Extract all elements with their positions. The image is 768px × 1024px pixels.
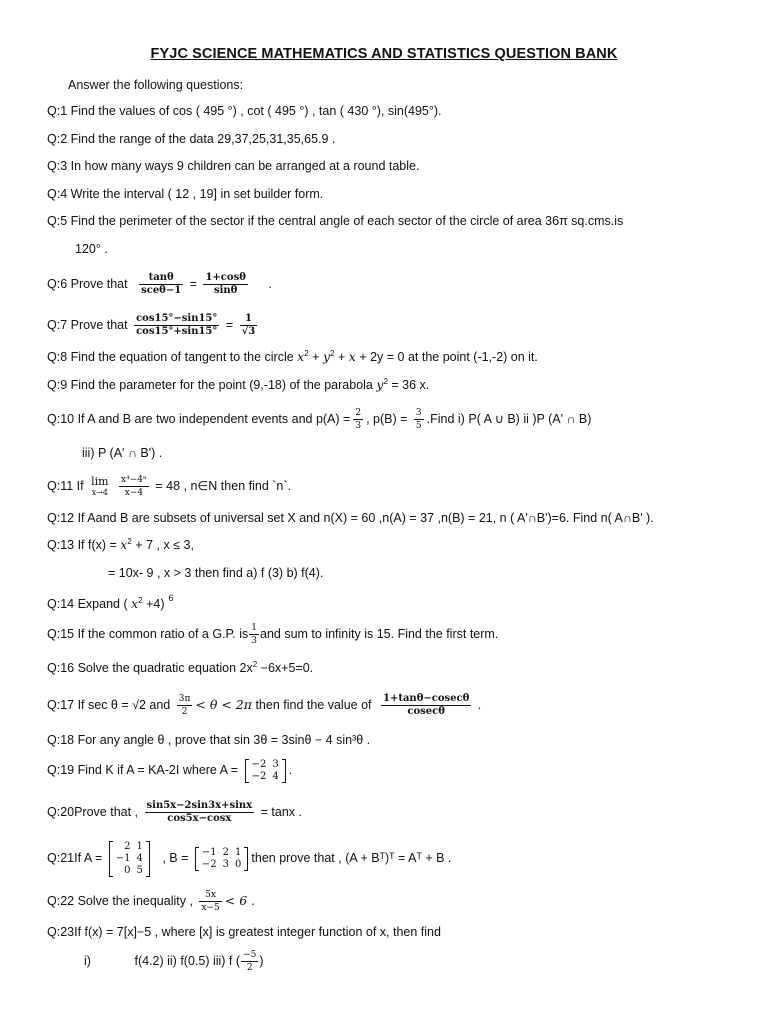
q10-fraction-pb-denominator: 5 <box>415 421 422 432</box>
q10-fraction-pa <box>353 407 363 432</box>
q11-limit-label: lim <box>91 474 109 488</box>
page-title: FYJC SCIENCE MATHEMATICS AND STATISTICS QUESTION BANK <box>150 46 618 62</box>
q10-mid: , p(B) = <box>366 412 408 426</box>
q8-lead: Q:8 Find the equation of tangent to the circle <box>47 350 294 364</box>
q23-fraction <box>241 949 258 974</box>
q9-lead: Q:9 Find the parameter for the point (9,-18) of the parabola <box>47 378 373 392</box>
q21-lead: Q:21If A = <box>47 851 103 865</box>
matrix-cell: −2 <box>251 770 267 782</box>
q15-fraction-numerator: 1 <box>251 623 257 634</box>
question-23-subparts <box>84 948 264 974</box>
q16-exponent: 2 <box>252 660 258 669</box>
q20-fraction-denominator: cos5x−cosx <box>167 813 232 825</box>
question-20 <box>47 795 302 829</box>
q11-fraction-numerator: x⁴−4ⁿ <box>121 475 147 486</box>
q7-fraction-1-denominator: cos15°+sin15° <box>136 326 218 338</box>
q17-end: . <box>477 698 482 712</box>
q8-x-2: x <box>348 349 356 364</box>
matrix-cell: −1 <box>201 846 217 858</box>
q16-rest: −6x+5=0. <box>260 661 314 675</box>
q8-y-exponent: 2 <box>330 349 335 358</box>
question-6 <box>47 266 272 302</box>
q11-fraction <box>119 474 149 499</box>
question-7 <box>47 308 260 342</box>
q7-lead: Q:7 Prove that <box>47 318 128 332</box>
matrix-cell: 2 <box>124 840 131 852</box>
matrix-cell: 1 <box>235 846 242 858</box>
q7-fraction-2 <box>240 313 258 338</box>
q23-sub-label: i) <box>84 954 91 968</box>
q10-lead: Q:10 If A and B are two independent events and p(A) = <box>47 412 351 426</box>
matrix-cell: −1 <box>115 852 131 864</box>
q22-fraction-numerator: 5x <box>199 889 221 902</box>
question-1: Q:1 Find the values of cos ( 495 °) , cot ( 495 °) , tan ( 430 °), sin(495°). <box>47 104 442 118</box>
matrix-cell: 0 <box>124 864 131 876</box>
q9-y-exponent: 2 <box>383 377 388 386</box>
q17-fraction-2-numerator: 1+tanθ−cosecθ <box>383 693 470 705</box>
q23-close: ) <box>259 954 264 968</box>
question-4: Q:4 Write the interval ( 12 , 19] in set builder form. <box>47 187 324 201</box>
q6-lead: Q:6 Prove that <box>47 277 128 291</box>
q17-fraction-1-numerator: 3π <box>178 694 191 705</box>
q7-fraction-2-denominator: √3 <box>241 326 256 338</box>
q10-fraction-pa-denominator: 3 <box>355 421 362 432</box>
q20-fraction-numerator: sin5x−2sin3x+sinx <box>146 800 253 812</box>
q8-plus-2: + <box>337 350 346 364</box>
q20-fraction <box>145 800 255 825</box>
q7-fraction-1-numerator: cos15°−sin15° <box>136 313 218 325</box>
question-21 <box>47 834 451 882</box>
matrix-cell: 1 <box>136 840 143 852</box>
question-16 <box>47 660 313 676</box>
q22-lead: Q:22 Solve the inequality , <box>47 894 193 908</box>
question-11 <box>47 470 291 502</box>
q15-rest: and sum to infinity is 15. Find the first term. <box>260 627 499 641</box>
q22-rest: < 6 . <box>224 893 256 908</box>
q15-fraction <box>249 622 259 647</box>
question-10 <box>47 403 591 435</box>
q21-rest: then prove that , (A + Bᵀ)ᵀ = Aᵀ + B . <box>251 851 452 865</box>
matrix-cell: 0 <box>235 858 242 870</box>
matrix-cell: 3 <box>222 858 230 870</box>
q6-fraction-1 <box>139 272 183 297</box>
q10-fraction-pb <box>414 407 424 432</box>
q11-rest: = 48 , n∈N then find `n`. <box>155 479 291 493</box>
q19-end: . <box>288 763 293 777</box>
q14-lead: Q:14 Expand ( <box>47 597 128 611</box>
q7-fraction-2-numerator: 1 <box>240 313 258 326</box>
q8-x: x <box>297 349 305 364</box>
q21-matrix-a-table <box>113 841 146 877</box>
q9-y: y <box>376 377 384 392</box>
q13-rest: + 7 , x ≤ 3, <box>135 538 194 552</box>
question-8 <box>47 349 538 365</box>
q20-lead: Q:20Prove that , <box>47 805 139 819</box>
q13-lead: Q:13 If f(x) = <box>47 538 117 552</box>
q16-lead: Q:16 Solve the quadratic equation 2x <box>47 661 253 675</box>
q21-matrix-a <box>109 841 150 877</box>
q15-lead: Q:15 If the common ratio of a G.P. is <box>47 627 249 641</box>
q17-fraction-2-denominator: cosecθ <box>407 706 445 718</box>
q17-inequality: < θ < 2π <box>195 697 252 712</box>
question-13 <box>47 537 194 553</box>
question-10-continuation: iii) P (A' ∩ B') . <box>82 446 163 460</box>
q13-x-exponent: 2 <box>127 537 132 546</box>
q23-fraction-denominator: 2 <box>246 963 253 974</box>
q7-fraction-1 <box>134 313 219 338</box>
q8-rest: + 2y = 0 at the point (-1,-2) on it. <box>359 350 538 364</box>
q14-power: 6 <box>168 593 174 603</box>
q9-rest: = 36 x. <box>391 378 430 392</box>
q22-fraction-denominator: x−5 <box>201 903 220 914</box>
q19-matrix-a <box>245 759 286 783</box>
q6-fraction-2-numerator: 1+cosθ <box>205 272 246 284</box>
q8-x-exponent: 2 <box>304 349 309 358</box>
q20-rest: = tanx . <box>260 805 302 819</box>
q23-fraction-numerator: −5 <box>243 950 257 961</box>
matrix-cell: −2 <box>201 858 217 870</box>
matrix-cell: −2 <box>251 758 267 770</box>
q10-fraction-pa-numerator: 2 <box>355 408 362 419</box>
q14-x-exponent: 2 <box>138 596 143 605</box>
q22-fraction <box>199 889 221 914</box>
q6-equals: = <box>189 277 197 291</box>
q11-limit <box>91 476 108 498</box>
question-13-continuation: = 10x- 9 , x > 3 then find a) f (3) b) f(4). <box>108 566 324 580</box>
q19-matrix-table <box>249 759 282 783</box>
question-12: Q:12 If Aand B are subsets of universal set X and n(X) = 60 ,n(A) = 37 ,n(B) = 21, n ( A'∩B')=6. Find n( A∩B' ). <box>47 511 654 525</box>
q6-fraction-1-numerator: tanθ <box>139 272 183 285</box>
matrix-cell: 3 <box>272 758 279 770</box>
question-5: Q:5 Find the perimeter of the sector if the central angle of each sector of the circle of area 36π sq.cms.is <box>47 214 624 228</box>
question-2: Q:2 Find the range of the data 29,37,25,31,35,65.9 . <box>47 132 336 146</box>
q11-fraction-denominator: x−4 <box>124 488 144 499</box>
q10-tail: .Find i) P( A ∪ B) ii )P (A' ∩ B) <box>426 412 592 426</box>
q21-matrix-b-table <box>199 847 245 871</box>
q8-plus: + <box>312 350 320 364</box>
q21-mid: , B = <box>162 851 189 865</box>
q6-end: . <box>268 277 272 291</box>
q11-lead: Q:11 If <box>47 479 84 493</box>
matrix-cell: 4 <box>136 852 143 864</box>
matrix-cell: 4 <box>272 770 279 782</box>
q17-fraction-1 <box>177 693 193 718</box>
instruction-text: Answer the following questions: <box>68 78 244 92</box>
q17-fraction-2 <box>381 693 471 718</box>
question-9 <box>47 377 429 393</box>
q17-lead: Q:17 If sec θ = √2 and <box>47 698 171 712</box>
question-17 <box>47 688 481 722</box>
question-14 <box>47 593 174 612</box>
question-5-continuation: 120° . <box>75 242 108 256</box>
q6-fraction-2 <box>203 272 247 297</box>
q14-x: x <box>131 596 139 611</box>
q8-y: y <box>322 349 331 364</box>
question-18: Q:18 For any angle θ , prove that sin 3θ = 3sinθ − 4 sin³θ . <box>47 733 371 747</box>
q6-fraction-1-denominator: sceθ−1 <box>141 285 182 297</box>
question-3: Q:3 In how many ways 9 children can be arranged at a round table. <box>47 159 420 173</box>
q11-limit-subscript: x→4 <box>91 487 108 497</box>
q17-mid: then find the value of <box>255 698 372 712</box>
q6-fraction-2-denominator: sinθ <box>213 285 238 297</box>
question-19 <box>47 753 292 787</box>
q19-lead: Q:19 Find K if A = KA-2I where A = <box>47 763 239 777</box>
question-15 <box>47 619 498 649</box>
q15-fraction-denominator: 3 <box>251 636 257 647</box>
matrix-cell: 2 <box>222 846 230 858</box>
q23-sub-text: f(4.2) ii) f(0.5) iii) f ( <box>134 954 241 968</box>
q14-mid: +4) <box>146 597 165 611</box>
q17-fraction-1-denominator: 2 <box>181 707 188 718</box>
q21-matrix-b <box>195 847 249 871</box>
q7-equals: = <box>225 318 234 332</box>
question-22 <box>47 888 255 914</box>
q10-fraction-pb-numerator: 3 <box>415 408 422 419</box>
matrix-cell: 5 <box>136 864 143 876</box>
q13-x: x <box>120 537 128 552</box>
question-23: Q:23If f(x) = 7[x]−5 , where [x] is greatest integer function of x, then find <box>47 925 441 939</box>
